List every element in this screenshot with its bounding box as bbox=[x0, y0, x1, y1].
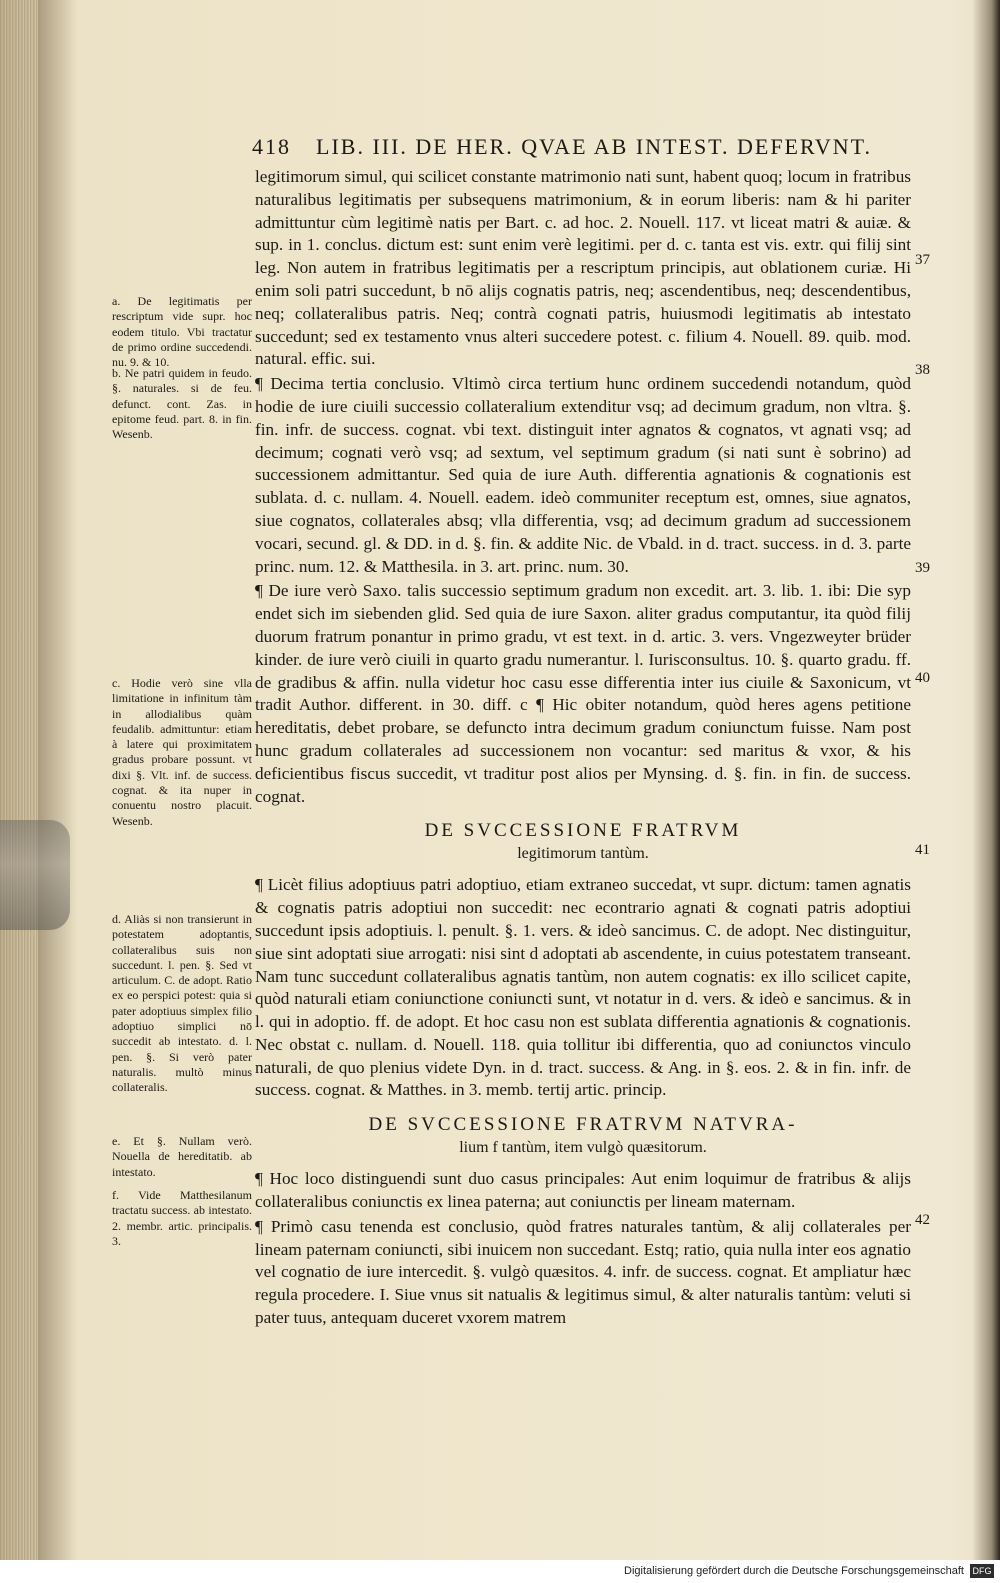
page-clip bbox=[0, 820, 70, 930]
margin-note-d: d. Aliàs si non transierunt in potestatem adoptantis, collateralibus suis non succedunt. l. pen. §. Sed vt articulum. C. de adopt. Ratio ex eo perspici potest: quia si pater adoptiuus simplex filio adoptiuo simplici nō succedit ab intestato. d. l. pen. §. Si verò pater naturalis. multò minus collateralis. bbox=[112, 912, 252, 1095]
section-subheading: lium f tantùm, item vulgò quæsitorum. bbox=[459, 1139, 707, 1157]
page-number: 418 bbox=[252, 134, 291, 159]
dfg-logo: DFG bbox=[970, 1564, 994, 1578]
margin-number: 37 bbox=[915, 252, 930, 268]
digitization-footer bbox=[0, 1560, 1000, 1583]
paragraph: ¶ Hoc loco distinguendi sunt duo casus principales: Aut enim loquimur de fratribus & alijs collateralibus coniunctis ex linea paterna; aut coniunctis per lineam maternam. bbox=[255, 1169, 911, 1212]
page-edges bbox=[0, 0, 38, 1560]
paragraph: legitimorum simul, qui scilicet constante matrimonio nati sunt, habent quoq; locum in fratribus naturalibus legitimatis per subsequens matrimonium, & in eorum liberis: nam & hi pariter admittuntur cùm legitimè natis per Bart. c. ad hoc. 2. Nouell. 117. vt liceat matri & auiæ. & sup. in 1. conclus. dictum est: sunt enim verè legitimi. per d. c. tanta est vis. extr. qui filij sint leg. Non autem in fratribus legitimatis per a rescriptum principis, aut oblationem curiæ. Hi enim soli patri succedunt, b nō alijs cognatis patris, neq; ascendentibus, neq; descendentibus, neq; collateralibus patris. Neq; contrà cognati patris, huiusmodi legitimatis ab intestato succedunt; sed ex testamento vnus alteri succedere potest. c. filium 4. Nouell. 89. quib. mod. natural. effic. sui. bbox=[255, 167, 911, 369]
paragraph: ¶ Licèt filius adoptiuus patri adoptiuo, etiam extraneo succedat, vt supr. dictum: tamen agnatis & cognatis patris adoptiui non succedit: nec econtrario agnati & cognati patris adoptiui succedunt ipsis adoptiuis. l. penult. §. 1. vers. & ideò sancimus. C. de adopt. Nec distinguitur, siue sint adoptati siue arrogati: nisi sint d adoptati ab ascendente, in cuius potestatem transeant. Nam tunc succedunt collateralibus agnatis tantùm, non autem cognatis: ex illo scilicet capite, quòd naturali etiam coniunctione coniuncti sunt, vt notatur in d. vers. & ideò e sancimus. & in l. qui in adoptio. ff. de adopt. Et hoc casu non est sublata differentia agnationis & cognationis. Nec obstat c. nullam. d. Nouell. 118. quia tollitur ibi differentia, quo ad coniunctos vinculo naturali, de quo plenius videte Dyn. in d. tract. success. & Ang. in §. eos. 2. & in fin. infr. de success. cognat. & Matthes. in 3. memb. tertij artic. princip. bbox=[255, 875, 911, 1100]
margin-note-e: e. Et §. Nullam verò. Nouella de hereditatib. ab intestato. bbox=[112, 1134, 252, 1179]
margin-note-a: a. De legitimatis per rescriptum vide supr. hoc eodem titulo. Vbi tractatur de primo ordine succedendi. nu. 9. & 10. bbox=[112, 294, 252, 370]
gutter-shadow bbox=[38, 0, 78, 1560]
running-title: LIB. III. DE HER. QVAE AB INTEST. DEFERVNT. bbox=[316, 134, 872, 159]
margin-number: 42 bbox=[915, 1212, 930, 1228]
section-subheading: legitimorum tantùm. bbox=[517, 845, 649, 863]
margin-number: 40 bbox=[915, 670, 930, 686]
margin-number: 41 bbox=[915, 842, 930, 858]
paragraph: ¶ Decima tertia conclusio. Vltimò circa tertium hunc ordinem succedendi notandum, quòd hodie de iure ciuili successio collateralium extenditur vsq; ad decimum gradum, non vltra. §. fin. infr. de success. cognat. vbi text. distinguit inter agnatos & cognatos, vt agnati vsq; ad decimum; cognati verò vsq; ad sextum, vel septimum gradum (si nati sunt è sobrino) ad successionem admittantur. Sed quia de iure Auth. differentia agnationis & cognationis est sublata. d. c. nullam. 4. Nouell. eadem. ideò communiter receptum est, omnes, siue agnatos, siue cognatos, collaterales absq; vlla differentia, vsq; ad decimum gradum ad successionem vocari, secund. gl. & DD. in d. §. fin. & addite Nic. de Vbald. in d. tract. success. in d. 3. parte princ. num. 12. & Matthesila. in 3. art. princ. num. 30. bbox=[255, 374, 911, 576]
margin-number: 39 bbox=[915, 560, 930, 576]
main-text-column bbox=[255, 166, 911, 1332]
running-header bbox=[252, 134, 912, 168]
margin-number: 38 bbox=[915, 362, 930, 378]
footer-credit: Digitalisierung gefördert durch die Deutsche Forschungsgemeinschaft bbox=[624, 1565, 964, 1577]
margin-note-c: c. Hodie verò sine vlla limitatione in infinitum tàm in allodialibus quàm feudalib. admittuntur: etiam à latere qui proximitatem gradus probare possunt. vt dixi §. Vlt. inf. de success. cognat. & ita nuper in conuentu nostro placuit. Wesenb. bbox=[112, 676, 252, 828]
right-edge-shadow bbox=[972, 0, 1000, 1560]
paragraph: ¶ Primò casu tenenda est conclusio, quòd fratres naturales tantùm, & alij collaterales per lineam paternam coniuncti, sibi inuicem non succedant. Estq; ratio, quia nulla inter eos agnatio vel cognatio de iure intercedit. §. vulgò quæsitos. 4. infr. de success. cognat. Et ampliatur hæc regula procedere. I. Siue vnus sit natualis & legitimus simul, & alter naturalis tantùm: veluti si pater tuus, antequam duceret vxorem matrem bbox=[255, 1216, 911, 1328]
paragraph: ¶ De iure verò Saxo. talis successio septimum gradum non excedit. art. 3. lib. 1. ibi: Die syp endet sich im siebenden glid. Sed quia de iure Saxon. aliter gradus computantur, ita quòd filij duorum fratrum ponantur in primo gradu, vt est text. in d. artic. 3. vers. Vngezweyter brüder kinder. de iure verò ciuili in quarto gradu numerantur. l. Iurisconsultus. 10. §. quarto gradu. ff. de gradibus & affin. nulla videtur hoc casu esse differentia inter ius ciuile & Saxonicum, vt tradit Author. different. in 30. diff. c ¶ Hic obiter notandum, quòd heres agens petitione hereditatis, debet probare, se defuncto intra decimum gradum coniunctum fuisse. Nam post hunc gradum collaterales ad successionem non vocantur: sed maritus & vxor, & his deficientibus fiscus succedit, vt traditur post alios per Mynsing. d. §. fin. in fin. de success. cognat. bbox=[255, 581, 911, 806]
section-heading: DE SVCCESSIONE FRATRVM NATVRA- bbox=[368, 1114, 798, 1136]
margin-note-b: b. Ne patri quidem in feudo. §. naturales. si de feu. defunct. cont. Zas. in epitome feud. part. 8. in fin. Wesenb. bbox=[112, 366, 252, 442]
section-heading: DE SVCCESSIONE FRATRVM bbox=[424, 820, 742, 842]
margin-note-f: f. Vide Matthesilanum tractatu success. ab intestato. 2. membr. artic. principalis. 3. bbox=[112, 1188, 252, 1248]
